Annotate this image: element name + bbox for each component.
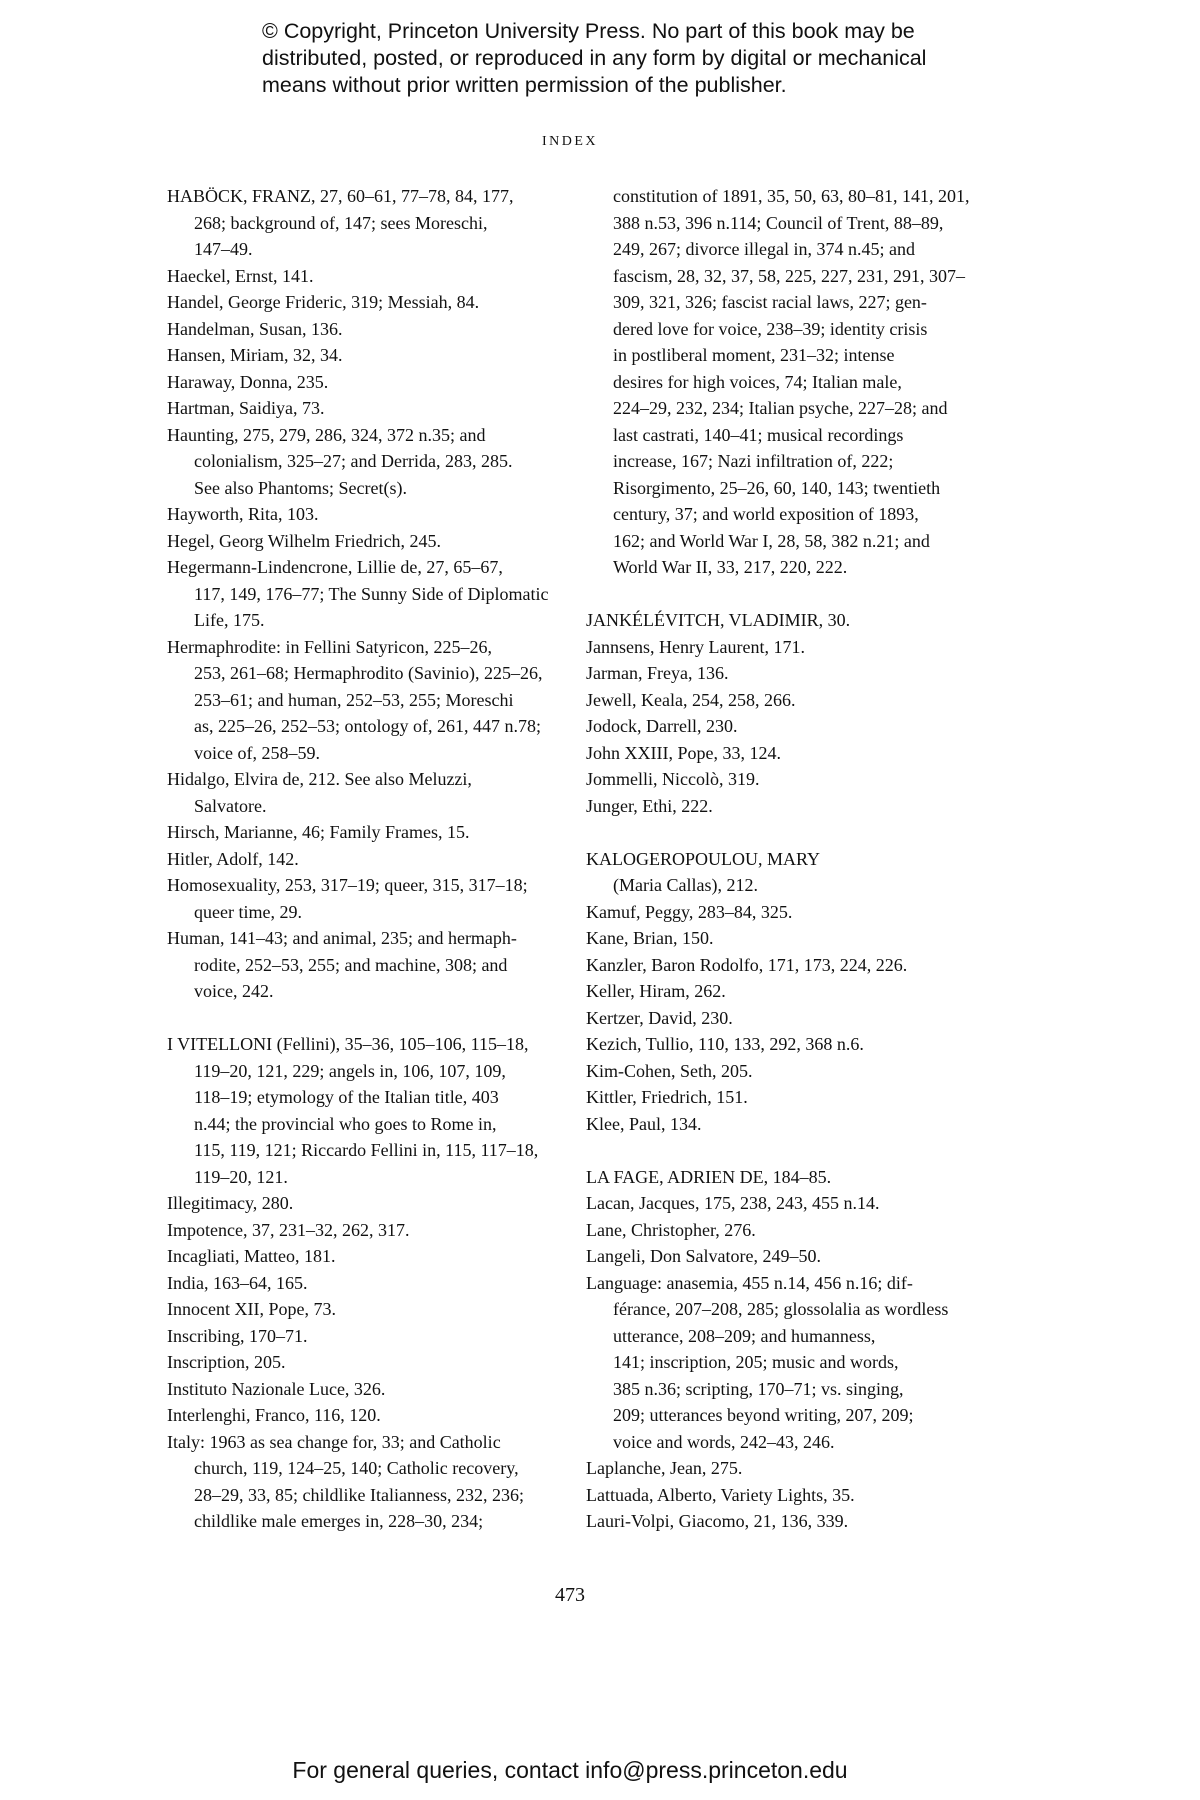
index-entry: Jewell, Keala, 254, 258, 266. [586, 689, 796, 710]
index-entry-continuation: 253–61; and human, 252–53, 255; Moreschi [194, 689, 514, 710]
index-entry: Jodock, Darrell, 230. [586, 716, 738, 736]
index-entry-continuation: férance, 207–208, 285; glossolalia as wordless [613, 1299, 949, 1319]
index-entry: Kezich, Tullio, 110, 133, 292, 368 n.6. [586, 1034, 864, 1054]
index-entry: JANKÉLÉVITCH, VLADIMIR, 30. [586, 610, 851, 630]
index-entry: Handel, George Frideric, 319; Messiah, 84. [167, 292, 480, 312]
index-entry: Hartman, Saidiya, 73. [167, 398, 325, 418]
index-entry-continuation: 209; utterances beyond writing, 207, 209; [613, 1405, 914, 1425]
index-column-left [167, 183, 567, 1535]
index-entry-continuation: Salvatore. [194, 795, 267, 816]
index-entry-continuation: 249, 267; divorce illegal in, 374 n.45; and [613, 239, 915, 259]
index-entry: Italy: 1963 as sea change for, 33; and Catholic [167, 1431, 501, 1452]
index-entry: Junger, Ethi, 222. [586, 795, 713, 816]
index-entry: Jannsens, Henry Laurent, 171. [586, 636, 805, 657]
index-entry-continuation: last castrati, 140–41; musical recordings [613, 424, 904, 445]
index-entry: Hayworth, Rita, 103. [167, 504, 319, 524]
index-entry-continuation: See also Phantoms; Secret(s). [194, 477, 407, 498]
index-entry-continuation: childlike male emerges in, 228–30, 234; [194, 1511, 484, 1531]
copyright-notice [262, 18, 982, 99]
index-column-right [586, 183, 996, 1535]
index-entry-continuation: voice of, 258–59. [194, 742, 320, 763]
entry-gap [586, 1137, 996, 1164]
index-entry-continuation: in postliberal moment, 231–32; intense [613, 345, 895, 365]
index-entry-continuation: 28–29, 33, 85; childlike Italianness, 232, 236; [194, 1484, 524, 1505]
index-entry: John XXIII, Pope, 33, 124. [586, 742, 781, 763]
index-entry-continuation: voice and words, 242–43, 246. [613, 1431, 835, 1452]
index-entry: Homosexuality, 253, 317–19; queer, 315, 317–18; [167, 875, 528, 895]
entry-gap [167, 1005, 567, 1032]
index-entry: India, 163–64, 165. [167, 1272, 308, 1293]
index-entry-continuation: fascism, 28, 32, 37, 58, 225, 227, 231, 291, 307– [613, 265, 965, 286]
index-entry-continuation: 118–19; etymology of the Italian title, 403 [194, 1087, 499, 1107]
index-entry: Hegel, Georg Wilhelm Friedrich, 245. [167, 530, 442, 551]
index-entry: Incagliati, Matteo, 181. [167, 1246, 336, 1266]
index-entry-continuation: desires for high voices, 74; Italian male, [613, 371, 902, 392]
contact-footer: For general queries, contact info@press.princeton.edu [292, 1757, 848, 1783]
index-entry-continuation: 141; inscription, 205; music and words, [613, 1352, 899, 1372]
index-entry-continuation: century, 37; and world exposition of 1893, [613, 504, 919, 524]
index-entry: Kanzler, Baron Rodolfo, 171, 173, 224, 226. [586, 954, 908, 975]
index-entry: Innocent XII, Pope, 73. [167, 1299, 336, 1319]
index-entry: LA FAGE, ADRIEN DE, 184–85. [586, 1166, 832, 1187]
index-entry-continuation: World War II, 33, 217, 220, 222. [613, 557, 848, 577]
index-entry-continuation: 224–29, 232, 234; Italian psyche, 227–28; and [613, 398, 948, 418]
index-entry: Hitler, Adolf, 142. [167, 848, 299, 869]
index-entry: KALOGEROPOULOU, MARY [586, 848, 821, 869]
index-entry: Instituto Nazionale Luce, 326. [167, 1378, 386, 1399]
index-entry: Jarman, Freya, 136. [586, 663, 729, 683]
index-entry: Handelman, Susan, 136. [167, 318, 343, 339]
index-entry-continuation: 309, 321, 326; fascist racial laws, 227; gen- [613, 292, 927, 312]
index-entry-continuation: (Maria Callas), 212. [613, 875, 758, 895]
index-entry-continuation: 385 n.36; scripting, 170–71; vs. singing, [613, 1378, 904, 1399]
index-entry: HABÖCK, FRANZ, 27, 60–61, 77–78, 84, 177, [167, 186, 514, 206]
index-entry: Hermaphrodite: in Fellini Satyricon, 225–26, [167, 636, 492, 657]
index-entry-continuation: 117, 149, 176–77; The Sunny Side of Diplomatic [194, 583, 549, 604]
index-entry: Kim-Cohen, Seth, 205. [586, 1060, 753, 1081]
index-entry-continuation: 253, 261–68; Hermaphrodito (Savinio), 225–26, [194, 663, 543, 683]
index-entry: Kamuf, Peggy, 283–84, 325. [586, 901, 793, 922]
index-entry: Kertzer, David, 230. [586, 1007, 733, 1028]
index-entry: Hegermann-Lindencrone, Lillie de, 27, 65–67, [167, 557, 503, 577]
index-entry: Haeckel, Ernst, 141. [167, 265, 314, 286]
entry-gap [586, 819, 996, 846]
copyright-line: distributed, posted, or reproduced in any form by digital or mechanical [262, 46, 927, 70]
entry-gap [586, 581, 996, 608]
index-entry: Langeli, Don Salvatore, 249–50. [586, 1246, 821, 1266]
index-entry: Kittler, Friedrich, 151. [586, 1087, 748, 1107]
index-entry-continuation: 268; background of, 147; sees Moreschi, [194, 212, 488, 233]
index-entry-continuation: colonialism, 325–27; and Derrida, 283, 285. [194, 451, 513, 471]
index-entry-continuation: voice, 242. [194, 981, 274, 1001]
index-entry: Lauri-Volpi, Giacomo, 21, 136, 339. [586, 1511, 849, 1531]
index-entry: Human, 141–43; and animal, 235; and hermaph- [167, 928, 517, 948]
index-entry: Language: anasemia, 455 n.14, 456 n.16; dif- [586, 1272, 913, 1293]
index-entry: Hirsch, Marianne, 46; Family Frames, 15. [167, 822, 470, 842]
index-entry-continuation: dered love for voice, 238–39; identity crisis [613, 318, 928, 339]
index-entry: Jommelli, Niccolò, 319. [586, 769, 760, 789]
index-entry-continuation: 119–20, 121. [194, 1166, 288, 1187]
index-entry-continuation: 147–49. [194, 239, 253, 259]
index-entry-continuation: as, 225–26, 252–53; ontology of, 261, 447 n.78; [194, 716, 541, 736]
page-number: 473 [555, 1584, 585, 1606]
index-entry: Keller, Hiram, 262. [586, 981, 726, 1001]
index-entry-continuation: Life, 175. [194, 610, 265, 630]
index-entry: I VITELLONI (Fellini), 35–36, 105–106, 115–18, [167, 1034, 529, 1054]
index-entry: Hidalgo, Elvira de, 212. See also Meluzzi, [167, 769, 472, 789]
index-entry: Illegitimacy, 280. [167, 1193, 294, 1213]
index-entry-continuation: 119–20, 121, 229; angels in, 106, 107, 109, [194, 1060, 506, 1081]
copyright-line: means without prior written permission of the publisher. [262, 73, 787, 97]
index-entry: Klee, Paul, 134. [586, 1113, 702, 1134]
index-entry: Interlenghi, Franco, 116, 120. [167, 1405, 381, 1425]
index-entry-continuation: queer time, 29. [194, 901, 302, 922]
index-entry: Haunting, 275, 279, 286, 324, 372 n.35; and [167, 424, 486, 445]
index-entry: Hansen, Miriam, 32, 34. [167, 345, 343, 365]
index-entry: Kane, Brian, 150. [586, 928, 714, 948]
index-entry: Lane, Christopher, 276. [586, 1219, 756, 1240]
index-entry: Inscribing, 170–71. [167, 1325, 308, 1346]
index-entry-continuation: increase, 167; Nazi infiltration of, 222; [613, 451, 894, 471]
index-entry: Lacan, Jacques, 175, 238, 243, 455 n.14. [586, 1193, 880, 1213]
index-entry: Inscription, 205. [167, 1352, 286, 1372]
index-entry: Impotence, 37, 231–32, 262, 317. [167, 1219, 410, 1240]
running-head: INDEX [541, 134, 599, 149]
index-entry-continuation: rodite, 252–53, 255; and machine, 308; and [194, 954, 508, 975]
index-entry-continuation: Risorgimento, 25–26, 60, 140, 143; twentieth [613, 477, 941, 498]
index-entry: Haraway, Donna, 235. [167, 371, 329, 392]
index-entry: Lattuada, Alberto, Variety Lights, 35. [586, 1484, 855, 1505]
index-entry-continuation: 388 n.53, 396 n.114; Council of Trent, 88–89, [613, 212, 944, 233]
index-entry-continuation: n.44; the provincial who goes to Rome in, [194, 1113, 497, 1134]
index-entry-continuation: 115, 119, 121; Riccardo Fellini in, 115, 117–18, [194, 1140, 539, 1160]
index-entry-continuation: 162; and World War I, 28, 58, 382 n.21; and [613, 530, 930, 551]
index-entry-continuation: church, 119, 124–25, 140; Catholic recovery, [194, 1458, 519, 1478]
index-entry-continuation: utterance, 208–209; and humanness, [613, 1325, 876, 1346]
index-entry: Laplanche, Jean, 275. [586, 1458, 743, 1478]
copyright-line: © Copyright, Princeton University Press. No part of this book may be [262, 19, 915, 43]
index-entry-continuation: constitution of 1891, 35, 50, 63, 80–81, 141, 201, [613, 186, 970, 206]
